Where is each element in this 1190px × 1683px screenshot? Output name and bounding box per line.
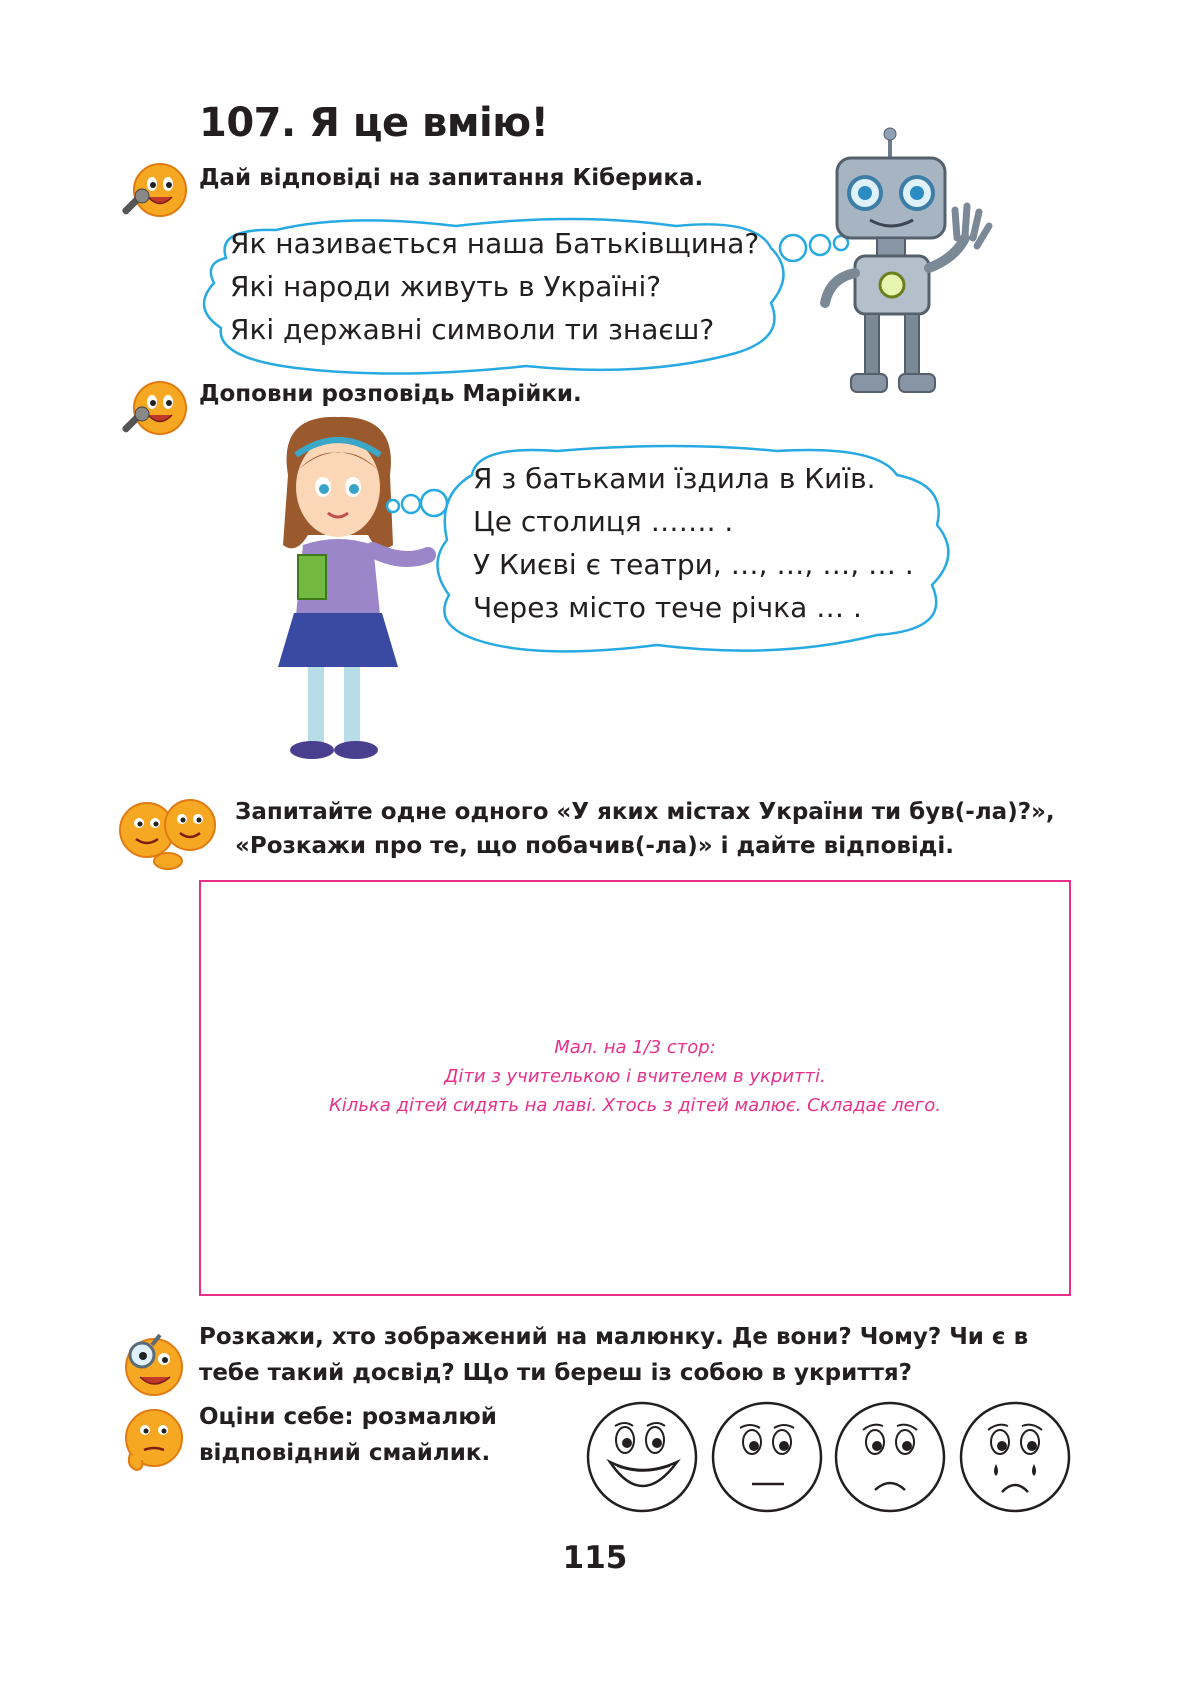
task4-line-2: тебе такий досвід? Що ти береш із собою в укриття? [199, 1360, 913, 1386]
magnifier-emoji-icon [112, 1325, 192, 1405]
task1-instruction: Дай відповіді на запитання Кіберика. [199, 165, 704, 191]
smiley-sad-icon[interactable] [833, 1400, 947, 1514]
lesson-title: 107. Я це вмію! [199, 100, 549, 146]
task2-instruction: Доповни розповідь Марійки. [199, 381, 582, 407]
picture-placeholder-note [199, 1033, 1071, 1120]
question-2: Які народи живуть в Україні? [230, 270, 662, 303]
question-1: Як називається наша Батьківщина? [230, 227, 760, 260]
page-number: 115 [562, 1540, 628, 1576]
smiley-very-happy-icon[interactable] [585, 1400, 699, 1514]
question-3: Які державні символи ти знаєш? [230, 313, 715, 346]
placeholder-line-2: Діти з учителькою і вчителем в укритті. [444, 1066, 826, 1087]
task3-line-2: «Розкажи про те, що побачив(-ла)» і дайте відповіді. [235, 833, 955, 859]
robot-kiberyk-illustration [815, 128, 995, 408]
task5-line-1: Оціни себе: розмалюй [199, 1404, 497, 1430]
speaking-emoji-icon [112, 378, 192, 458]
task5-line-2: відповідний смайлик. [199, 1440, 491, 1466]
thinking-emoji-icon [112, 1400, 192, 1480]
task4-line-1: Розкажи, хто зображений на малюнку. Де вони? Чому? Чи є в [199, 1324, 1029, 1350]
placeholder-line-3: Кілька дітей сидять на лаві. Хтось з дітей малює. Складає лего. [329, 1095, 941, 1116]
story-line-3: У Києві є театри, …, …, …, … . [473, 548, 914, 581]
placeholder-line-1: Мал. на 1/3 стор: [554, 1037, 716, 1058]
speaking-emoji-icon [112, 160, 192, 240]
smiley-crying-icon[interactable] [958, 1400, 1072, 1514]
story-line-1: Я з батьками їздила в Київ. [473, 462, 876, 495]
task3-line-1: Запитайте одне одного «У яких містах України ти був(-ла)?», [235, 799, 1055, 825]
story-line-4: Через місто тече річка … . [473, 591, 862, 624]
smiley-neutral-icon[interactable] [710, 1400, 824, 1514]
story-line-2: Це столиця ……. . [473, 505, 734, 538]
pair-talk-emoji-icon [112, 795, 222, 875]
